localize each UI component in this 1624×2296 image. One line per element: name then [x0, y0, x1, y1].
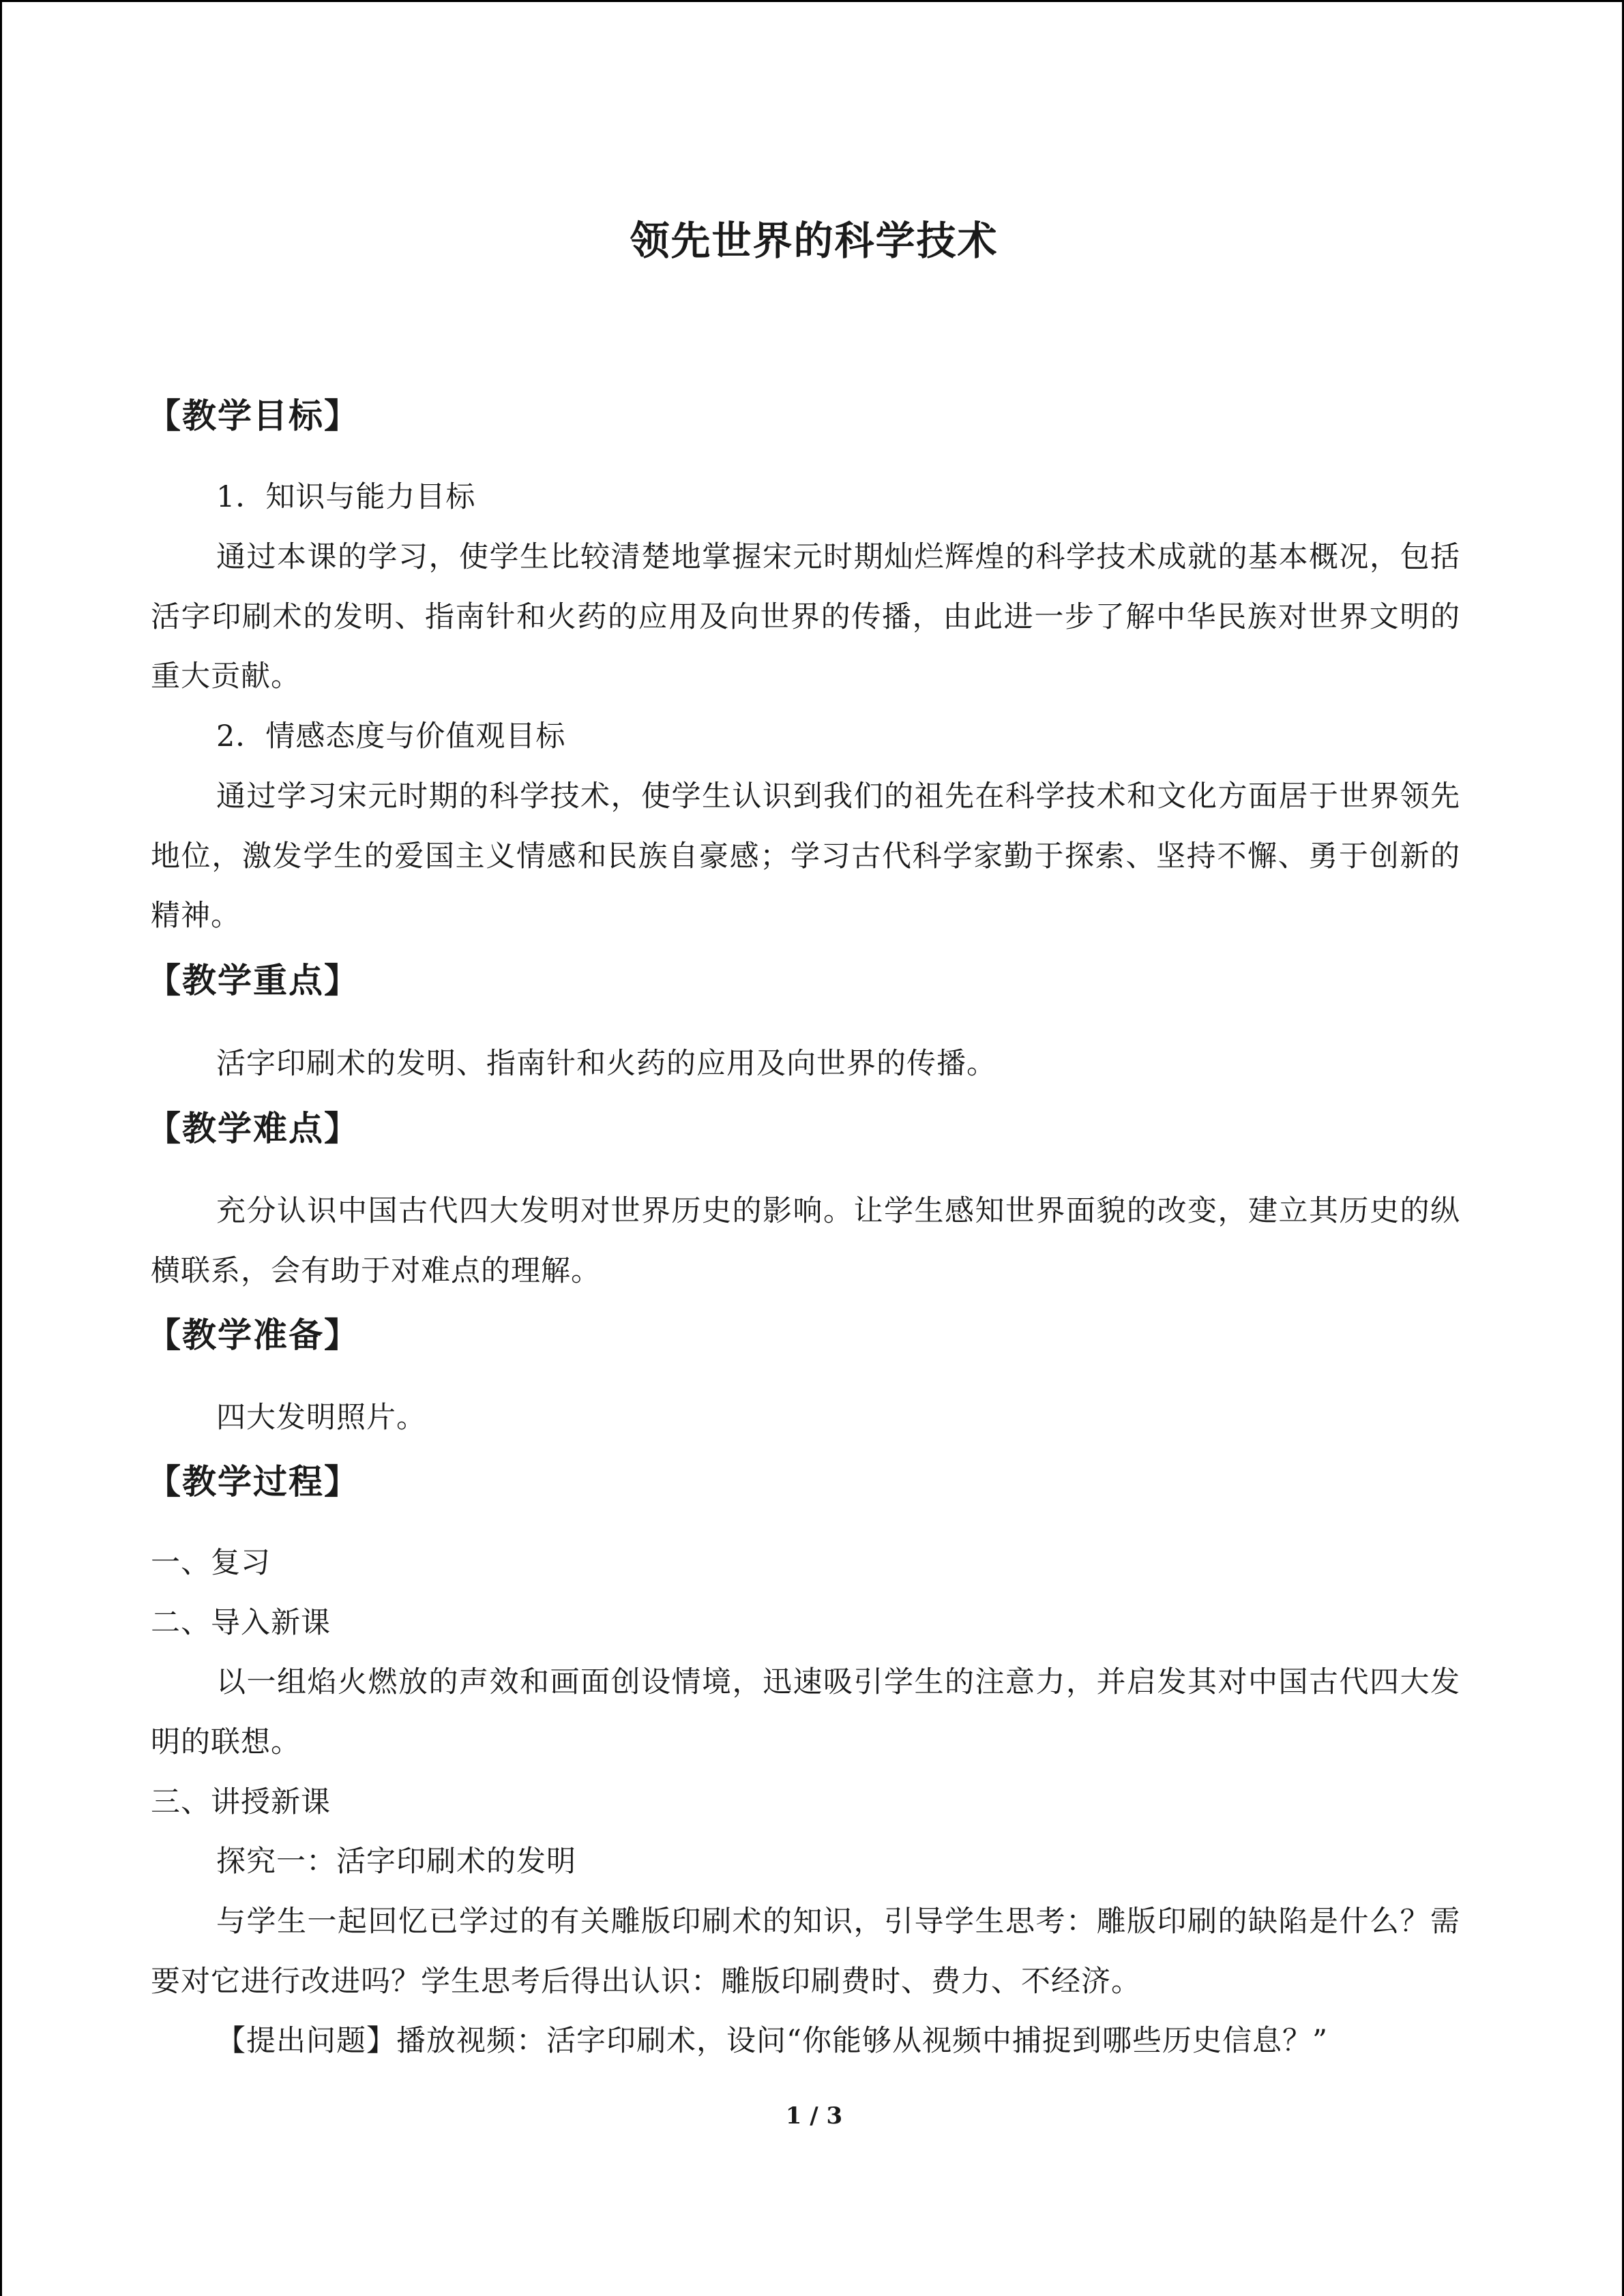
heading-key-points: 【教学重点】: [147, 961, 359, 1000]
process-step-new-lesson: 三、讲授新课: [151, 1785, 331, 1819]
introduction-text: 以一组焰火燃放的声效和画面创设情境，迅速吸引学生的注意力，并启发其对中国古代四大发明的联想。: [151, 1665, 1460, 1759]
question-text: 【提出问题】播放视频：活字印刷术，设问“你能够从视频中捕捉到哪些历史信息？”: [216, 2024, 1328, 2058]
heading-difficulties: 【教学难点】: [147, 1109, 359, 1148]
page-title: 领先世界的科学技术: [630, 218, 999, 264]
objective-1-label: 1．知识与能力目标: [216, 480, 476, 514]
objective-1-text: 通过本课的学习，使学生比较清楚地掌握宋元时期灿烂辉煌的科学技术成就的基本概况，包括活字印刷术的发明、指南针和火药的应用及向世界的传播，由此进一步了解中华民族对世界文明的重大贡献。: [151, 540, 1460, 694]
objective-2-label: 2．情感态度与价值观目标: [216, 719, 566, 754]
process-step-review: 一、复习: [151, 1546, 271, 1580]
inquiry-1-text: 与学生一起回忆已学过的有关雕版印刷术的知识，引导学生思考：雕版印刷的缺陷是什么？需要对它进行改进吗？学生思考后得出认识：雕版印刷费时、费力、不经济。: [151, 1905, 1460, 1999]
page-number: 1 / 3: [785, 2102, 843, 2130]
inquiry-1-title: 探究一：活字印刷术的发明: [216, 1845, 576, 1879]
key-points-text: 活字印刷术的发明、指南针和火药的应用及向世界的传播。: [216, 1047, 996, 1081]
heading-teaching-process: 【教学过程】: [147, 1462, 359, 1502]
preparation-text: 四大发明照片。: [216, 1401, 426, 1435]
heading-preparation: 【教学准备】: [147, 1315, 359, 1355]
difficulties-text: 充分认识中国古代四大发明对世界历史的影响。让学生感知世界面貌的改变，建立其历史的纵横联系，会有助于对难点的理解。: [151, 1194, 1460, 1288]
objective-2-text: 通过学习宋元时期的科学技术，使学生认识到我们的祖先在科学技术和文化方面居于世界领先地位，激发学生的爱国主义情感和民族自豪感；学习古代科学家勤于探索、坚持不懈、勇于创新的精神。: [151, 779, 1460, 933]
process-step-introduction: 二、导入新课: [151, 1606, 331, 1640]
heading-teaching-objectives: 【教学目标】: [147, 396, 359, 436]
